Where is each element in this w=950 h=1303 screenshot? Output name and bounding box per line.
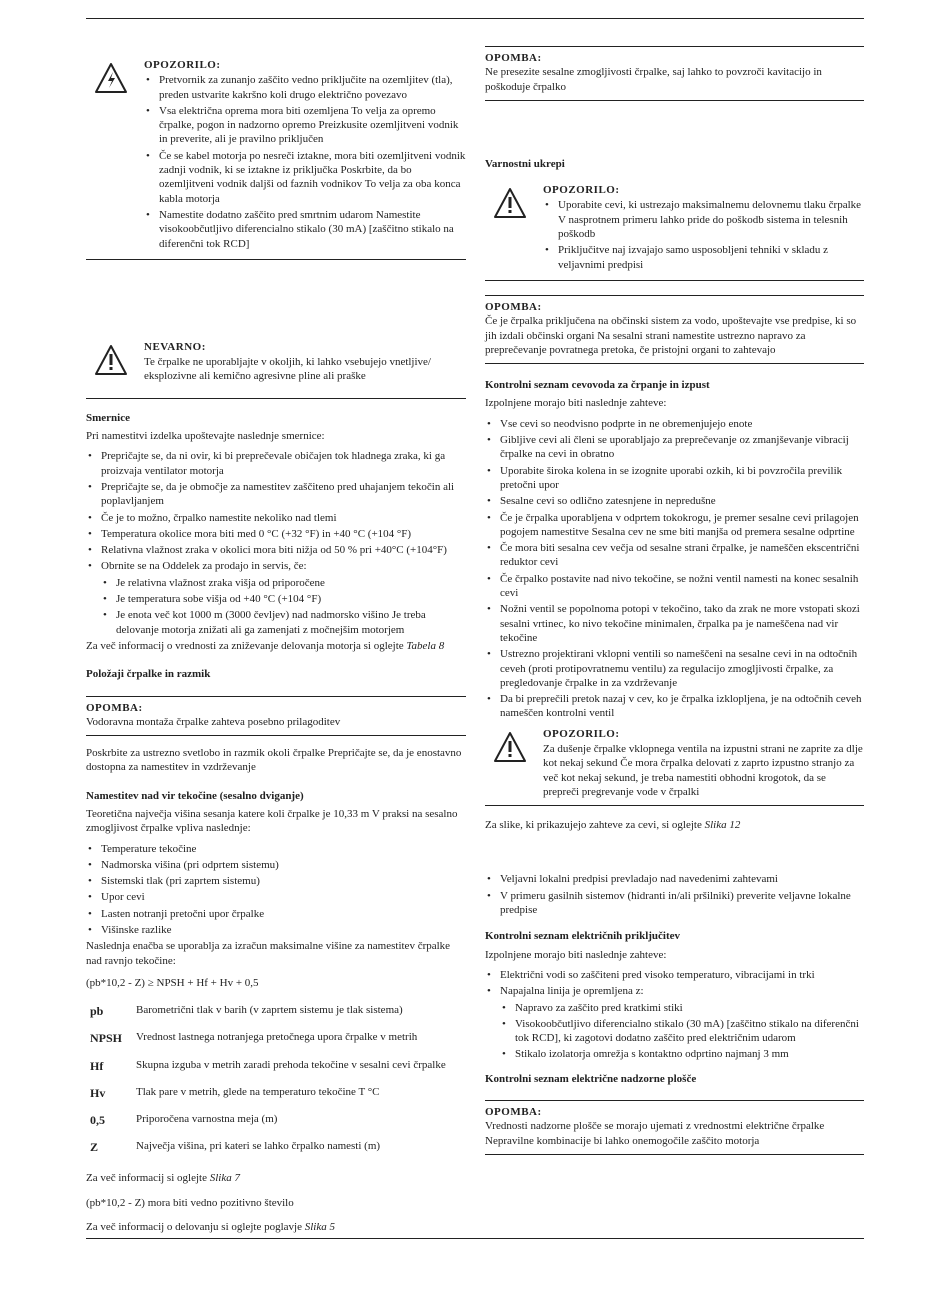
note-text: Če je črpalka priključena na občinski sistem za vodo, upoštevajte vse predpise, ki so jih izdali občinski organi Na sesalni strani namestite ustrezno napravo za preprečevanje povratnega pretoka, če pristojni organi to zahtevajo — [485, 315, 857, 356]
suction-heading: Namestitev nad vir tekočine (sesalno dviganje) — [86, 789, 304, 802]
list-item: • Električni vodi so zaščiteni pred visoko temperaturo, vibracijami in trki — [485, 968, 864, 982]
list-item-text: Obrnite se na Oddelek za prodajo in servis, če: — [101, 560, 307, 573]
variable-desc: Priporočena varnostna meja (m) — [136, 1113, 278, 1125]
warning-box-grounding — [86, 58, 466, 260]
suction-intro: Teoretična največja višina sesanja katere koli črpalke je 10,33 m V praksi na sesalno zmogljivost črpalke vpliva naslednje: — [86, 807, 458, 835]
figure-ref: Slika 12 — [704, 819, 741, 832]
variable-key: pb — [90, 1004, 104, 1019]
electrical-heading: Kontrolni seznam električnih priključitev — [485, 930, 681, 943]
danger-title: NEVARNO: — [144, 340, 206, 353]
exclamation-warning-icon — [493, 187, 527, 219]
note-text: Vrednosti nadzorne plošče se morajo ujemati z vrednostmi električne črpalke Nepravilne kombinacije bi lahko onemogočile zaščito motorja — [485, 1120, 825, 1147]
list-item: • Vse cevi so neodvisno podprte in ne obremenjujejo enote — [485, 417, 864, 431]
guidelines-list — [86, 449, 466, 637]
warning-item: • Uporabite cevi, ki ustrezajo maksimalnemu delovnemu tlaku črpalke V nasprotnem primeru lahko pride do poškodb sistema in telesnih poškodb — [543, 198, 864, 241]
list-item: • Gibljive cevi ali členi se uporabljajo za preprečevanje oz zmanjševanje vibracij črpalke na cevi in obratno — [485, 433, 864, 462]
variable-key: NPSH — [90, 1031, 123, 1046]
list-item: • Temperatura okolice mora biti med 0 °C (+32 °F) in +40 °C (+104 °F) — [86, 527, 466, 541]
formula: (pb*10,2 - Z) ≥ NPSH + Hf + Hv + 0,5 — [86, 976, 259, 989]
warning-item: • Priključitve naj izvajajo samo usposobljeni tehniki v skladu z veljavnimi predpisi — [543, 243, 864, 272]
list-item: • Nožni ventil se popolnoma potopi v tekočino, tako da zrak ne more vstopati skozi sesalni vrtinec, ko nivo tekočine minimalen, črpalka pa je nameščena nad vir tekočine — [485, 602, 864, 645]
variable-key: Hv — [90, 1085, 106, 1100]
reference-text: Za več informacij o delovanju si oglejte poglavje — [86, 1220, 305, 1233]
electrical-list — [485, 968, 864, 1062]
list-item: • Če črpalko postavite nad nivo tekočine, se nožni ventil namesti na konec sesalnih cevi — [485, 572, 864, 601]
right-column — [485, 46, 864, 1155]
piping-heading: Kontrolni seznam cevovoda za črpanje in izpust — [485, 379, 710, 392]
variable-key: Hf — [90, 1058, 104, 1073]
derating-reference — [86, 639, 466, 653]
sub-list-item: • Je temperatura sobe višja od +40 °C (+104 °F) — [101, 592, 466, 606]
sub-list-item: • Visokoobčutljivo diferencialno stikalo (30 mA) [zaščitno stikalo na diferenčni tok RCD], ki zagotovi dodatno zaščito pred električnim udarom — [500, 1017, 864, 1046]
list-item: • Uporabite široka kolena in se izognite uporabi ozkih, ki bi povzročila previlik pretočni upor — [485, 464, 864, 493]
suction-factors-list — [86, 842, 466, 938]
list-item: • Če mora biti sesalna cev večja od sesalne strani črpalke, je nameščen ekscentrični reduktor cevi — [485, 541, 864, 570]
list-item: • Upor cevi — [86, 890, 466, 904]
warning-item: • Če se kabel motorja po nesreči iztakne, mora biti ozemljitveni vodnik zadnji vodnik, ki se iztakne iz priključka Poskrbite, da bo ozemljitveni vodnik daljši od faznih vodnikov To velja za oba konca kabla motorja — [144, 149, 466, 206]
reference-text: Za več informacij o vrednosti za zniževanje delovanja motorja si oglejte — [86, 639, 407, 652]
warning-text: Za dušenje črpalke vklopnega ventila na izpustni strani ne zaprite za dlje kot nekaj sekund Če mora črpalka delovati z zaprto izpustno stranjo za več kot nekaj sekund, je treba namestiti obhodni krogotok, da se prepreči pregrevanje vode v črpalki — [543, 742, 863, 798]
list-item: • Nadmorska višina (pri odprtem sistemu) — [86, 858, 466, 872]
sub-list — [101, 576, 466, 637]
positions-heading: Položaji črpalke in razmik — [86, 668, 211, 681]
list-item: • V primeru gasilnih sistemov (hidranti in/ali pršilniki) preverite veljavne lokalne predpise — [485, 889, 864, 918]
variable-desc: Vrednost lastnega notranjega pretočnega upora črpalke v metrih — [136, 1031, 418, 1044]
electrical-hazard-icon — [94, 62, 128, 94]
formula-intro: Naslednja enačba se uporablja za izračun maksimalne višine za namestitev črpalke nad ravnjo tekočine: — [86, 940, 451, 967]
bottom-rule — [86, 1238, 864, 1239]
variable-desc: Tlak pare v metrih, glede na temperaturo tekočine T °C — [136, 1085, 380, 1098]
note-title: OPOMBA: — [485, 1106, 542, 1119]
reference-text: Za več informacij si oglejte — [86, 1172, 210, 1185]
piping-intro: Izpolnjene morajo biti naslednje zahteve: — [485, 397, 667, 410]
warning-list — [144, 73, 466, 251]
list-item: • Temperature tekočine — [86, 842, 466, 856]
list-item: • Veljavni lokalni predpisi prevladajo nad navedenimi zahtevami — [485, 872, 864, 886]
sub-list-item: • Napravo za zaščito pred kratkimi stiki — [500, 1001, 864, 1015]
top-rule — [86, 18, 864, 19]
danger-box — [86, 340, 466, 399]
table-row — [86, 1027, 446, 1054]
electrical-intro: Izpolnjene morajo biti naslednje zahteve: — [485, 948, 667, 961]
table-row — [86, 1055, 446, 1082]
table-row — [86, 1082, 446, 1109]
warning-list — [543, 198, 864, 271]
figure-ref: Slika 5 — [304, 1220, 335, 1233]
note-text: Vodoravna montaža črpalke zahteva posebno prilagoditev — [86, 715, 341, 728]
figure-reference — [86, 1171, 466, 1185]
note-box-panel — [485, 1100, 864, 1155]
list-item: • Relativna vlažnost zraka v okolici mora biti nižja od 50 % pri +40°C (+104°F) — [86, 543, 466, 557]
warning-box-valve — [485, 727, 864, 806]
safety-heading: Varnostni ukrepi — [485, 157, 565, 170]
exclamation-warning-icon — [94, 344, 128, 376]
warning-item: • Pretvornik za zunanjo zaščito vedno priključite na ozemljitev (tla), preden ustvarite kakršno koli drugo električno povezavo — [144, 73, 466, 102]
list-item: • Sesalne cevi so odlično zatesnjene in nepredušne — [485, 494, 864, 508]
danger-text: Te črpalke ne uporabljajte v okoljih, ki lahko vsebujejo vnetljive/ eksplozivne ali kemično agresivne pline ali praške — [144, 356, 431, 383]
note-box-cavitation — [485, 46, 864, 101]
guidelines-intro: Pri namestitvi izdelka upoštevajte naslednje smernice: — [86, 430, 325, 443]
table-row — [86, 1136, 446, 1163]
figure-ref: Slika 7 — [209, 1172, 240, 1185]
warning-item: • Namestite dodatno zaščito pred smrtnim udarom Namestite visokoobčutljivo diferencialno stikalo (30 mA) [zaščitno stikalo na diferenčni tok RCD] — [144, 208, 466, 251]
left-column — [86, 58, 466, 1240]
note-title: OPOMBA: — [485, 300, 542, 313]
note-title: OPOMBA: — [485, 52, 542, 64]
list-item-text: Napajalna linija je opremljena z: — [500, 985, 644, 998]
list-item: • Če je to možno, črpalko namestite nekoliko nad tlemi — [86, 511, 466, 525]
list-item: • Sistemski tlak (pri zaprtem sistemu) — [86, 874, 466, 888]
note-box-mounting — [86, 696, 466, 737]
piping-figure-reference — [485, 818, 864, 832]
variable-desc: Skupna izguba v metrih zaradi prehoda tekočine v sesalni cevi črpalke — [136, 1058, 446, 1071]
table-row — [86, 1000, 446, 1027]
sub-list — [500, 1001, 864, 1062]
sub-list-item: • Stikalo izolatorja omrežja s kontaktno odprtino najmanj 3 mm — [500, 1047, 864, 1061]
list-item: • Če je črpalka uporabljena v odprtem tokokrogu, je premer sesalne cevi prilagojen pogojem namestitve Sesalna cev ne sme biti manjša od premera sesalne odprtine — [485, 511, 864, 540]
warning-box-pressure — [485, 183, 864, 281]
variable-desc: Največja višina, pri kateri se lahko črpalko namesti (m) — [136, 1140, 381, 1153]
guidelines-heading: Smernice — [86, 411, 130, 424]
warning-title: OPOZORILO: — [543, 727, 620, 740]
operation-reference — [86, 1220, 466, 1234]
warning-item: • Vsa električna oprema mora biti ozemljena To velja za opremo črpalke, pogon in nadzorno opremo Preizkusite ozemljitveni vodnik in preverite, ali je pravilno priključen — [144, 104, 466, 147]
list-item: • Višinske razlike — [86, 923, 466, 937]
reference-text: Za slike, ki prikazujejo zahteve za cevi, si oglejte — [485, 819, 705, 832]
exclamation-warning-icon — [493, 731, 527, 763]
variable-desc: Barometrični tlak v barih (v zaprtem sistemu je tlak sistema) — [136, 1004, 403, 1017]
list-item: • Da bi preprečili pretok nazaj v cev, ko je črpalka izklopljena, je na odtočnih ceveh nameščen kontrolni ventil — [485, 692, 864, 721]
spacing-text: Poskrbite za ustrezno svetlobo in razmik okoli črpalke Prepričajte se, da je enostavno dostopna za namestitev in vzdrževanje — [86, 747, 462, 774]
list-item: • Prepričajte se, da je območje za namestitev zaščiteno pred uhajanjem tekočin ali poplavljanjem — [86, 480, 466, 509]
variable-key: Z — [90, 1140, 99, 1155]
variable-key: 0,5 — [90, 1113, 105, 1127]
list-item — [86, 559, 466, 636]
note-title: OPOMBA: — [86, 701, 143, 714]
sub-list-item: • Je enota več kot 1000 m (3000 čevljev) nad nadmorsko višino Je treba delovanje motorja znižati ali ga zamenjati z močnejšim motorjem — [101, 608, 466, 637]
positive-note: (pb*10,2 - Z) mora biti vedno pozitivno število — [86, 1196, 294, 1209]
local-regulations-list — [485, 872, 864, 917]
list-item — [485, 984, 864, 1061]
warning-title: OPOZORILO: — [144, 59, 221, 71]
variables-table — [86, 1000, 446, 1163]
list-item: • Prepričajte se, da ni ovir, ki bi preprečevale običajen tok hladnega zraka, ki ga proizvaja ventilator motorja — [86, 449, 466, 478]
warning-title: OPOZORILO: — [543, 184, 620, 197]
sub-list-item: • Je relativna vlažnost zraka višja od priporočene — [101, 576, 466, 590]
piping-list — [485, 417, 864, 721]
table-row — [86, 1109, 446, 1136]
table-reference: Tabela 8 — [406, 639, 445, 652]
panel-heading: Kontrolni seznam električne nadzorne plošče — [485, 1072, 697, 1085]
note-box-municipal — [485, 295, 864, 364]
note-text: Ne presezite sesalne zmogljivosti črpalke, saj lahko to povzroči kavitacijo in poškoduje črpalko — [485, 66, 822, 93]
list-item: • Lasten notranji pretočni upor črpalke — [86, 907, 466, 921]
list-item: • Ustrezno projektirani vklopni ventili so nameščeni na sesalne cevi in na odtočnih ceveh (proti protipovratnemu ventilu) za regulacijo zmogljivosti črpalke, za pregledovanje črpalke in za vzdrževanje — [485, 647, 864, 690]
